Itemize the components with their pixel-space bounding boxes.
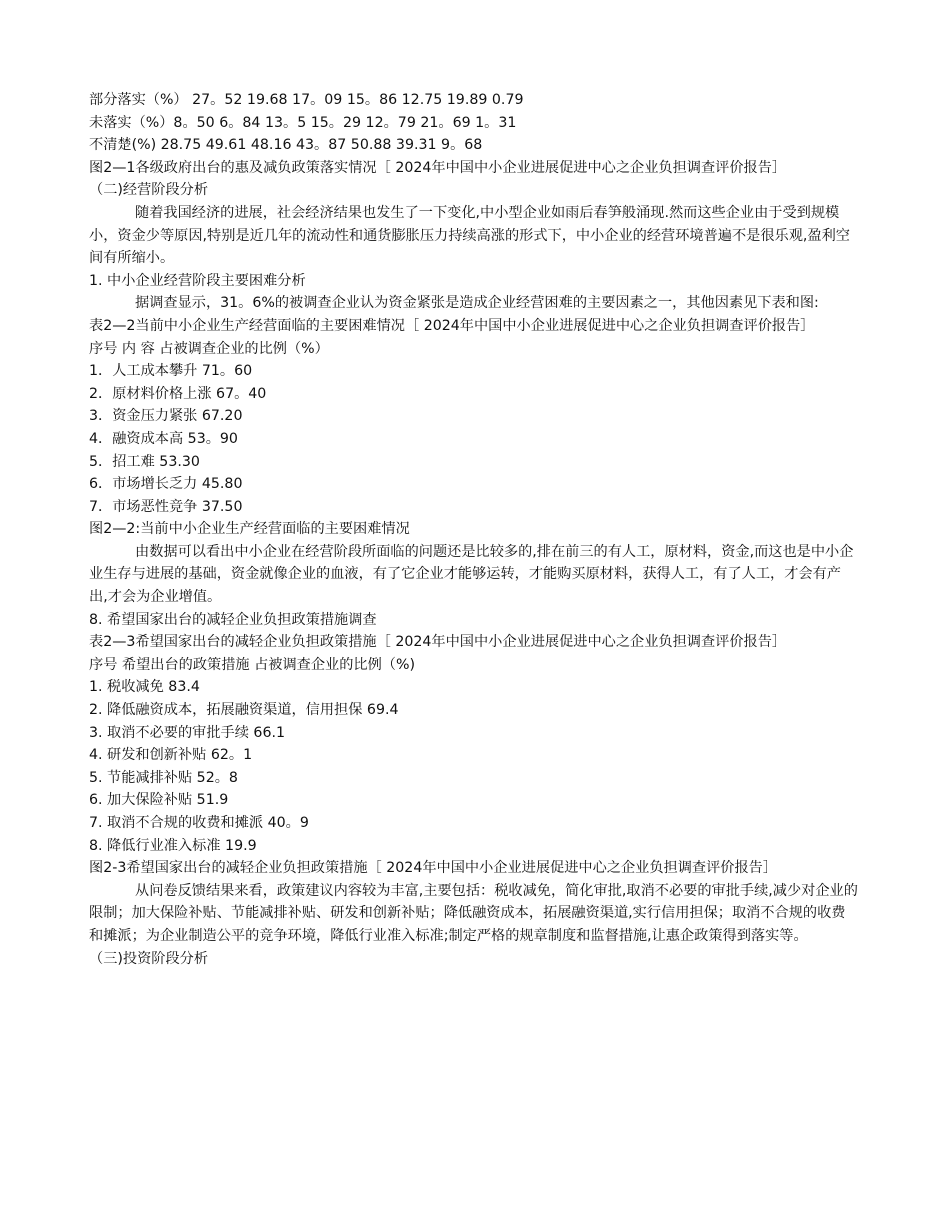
table-header: 序号 内 容 占被调查企业的比例（%） <box>89 340 329 357</box>
table-row: 3．资金压力紧张 67.20 <box>89 408 243 425</box>
subsection-heading: 8. 希望国家出台的减轻企业负担政策措施调查 <box>89 611 377 628</box>
table-row: 3. 取消不必要的审批手续 66.1 <box>89 724 286 741</box>
table-row: 1．人工成本攀升 71。60 <box>89 363 253 380</box>
paragraph: 随着我国经济的进展，社会经济结果也发生了一下变化,中小型企业如雨后春笋般涌现.然而这些企业由于受到规模小，资金少等原因,特别是近几年的流动性和通货膨胀压力持续高涨的形式下，中小企业的经营环境普遍不是很乐观,盈利空间有所缩小。 <box>89 204 850 267</box>
table-row: 1. 税收减免 83.4 <box>89 679 200 696</box>
table-row: 7．市场恶性竞争 37.50 <box>89 498 243 515</box>
table-row: 5．招工难 53.30 <box>89 453 200 470</box>
table21-row: 部分落实（%） 27。52 19.68 17。09 15。86 12.75 19.89 0.79 <box>89 92 524 108</box>
paragraph: 从问卷反馈结果来看，政策建议内容较为丰富,主要包括：税收减免，简化审批,取消不必要的审批手续,减少对企业的限制；加大保险补贴、节能减排补贴、研发和创新补贴；降低融资成本，拓展融资渠道,实行信用担保；取消不合规的收费和摊派；为企业制造公平的竞争环境，降低行业准入标准;制定严格的规章制度和监督措施,让惠企政策得到落实等。 <box>89 882 858 944</box>
table-row: 6. 加大保险补贴 51.9 <box>89 792 229 809</box>
table-title: 表2—2当前中小企业生产经营面临的主要困难情况［ 2024年中国中小企业进展促进中心之企业负担调查评价报告］ <box>89 317 815 334</box>
figure-caption: 图2—1各级政府出台的惠及减负政策落实情况［ 2024年中国中小企业进展促进中心之企业负担调查评价报告］ <box>89 159 787 176</box>
table21-row: 不清楚(%) 28.75 49.61 48.16 43。87 50.88 39.31 9。68 <box>89 137 483 154</box>
figure-caption: 图2—2:当前中小企业生产经营面临的主要困难情况 <box>89 521 410 538</box>
table-row: 4．融资成本高 53。90 <box>89 430 238 447</box>
table-row: 4. 研发和创新补贴 62。1 <box>89 747 253 764</box>
table-row: 7. 取消不合规的收费和摊派 40。9 <box>89 815 309 831</box>
table-header: 序号 希望出台的政策措施 占被调查企业的比例（%) <box>89 656 415 673</box>
table-row: 6．市场增长乏力 45.80 <box>89 476 243 493</box>
table-row: 2．原材料价格上涨 67。40 <box>89 385 267 402</box>
table-title: 表2—3希望国家出台的减轻企业负担政策措施［ 2024年中国中小企业进展促进中心之企业负担调查评价报告］ <box>89 634 787 651</box>
paragraph: 由数据可以看出中小企业在经营阶段所面临的问题还是比较多的,排在前三的有人工，原材料，资金,而这也是中小企业生存与进展的基础，资金就像企业的血液，有了它企业才能够运转，才能购买原材料，获得人工，有了人工，才会有产出,才会为企业增值。 <box>89 543 854 606</box>
figure-caption: 图2-3希望国家出台的减轻企业负担政策措施［ 2024年中国中小企业进展促进中心之企业负担调查评价报告］ <box>89 860 778 877</box>
table-row: 2. 降低融资成本，拓展融资渠道，信用担保 69.4 <box>89 702 399 719</box>
table-row: 8. 降低行业准入标准 19.9 <box>89 837 257 854</box>
paragraph: 据调查显示，31。6%的被调查企业认为资金紧张是造成企业经营困难的主要因素之一，其他因素见下表和图: <box>135 295 819 312</box>
table21-row: 未落实（%）8。50 6。84 13。5 15。29 12。79 21。69 1。31 <box>89 114 517 131</box>
table-row: 5. 节能减排补贴 52。8 <box>89 769 238 786</box>
section-heading: （二)经营阶段分析 <box>89 182 209 199</box>
subsection-heading: 1. 中小企业经营阶段主要困难分析 <box>89 272 306 289</box>
section-heading: （三)投资阶段分析 <box>89 950 209 967</box>
